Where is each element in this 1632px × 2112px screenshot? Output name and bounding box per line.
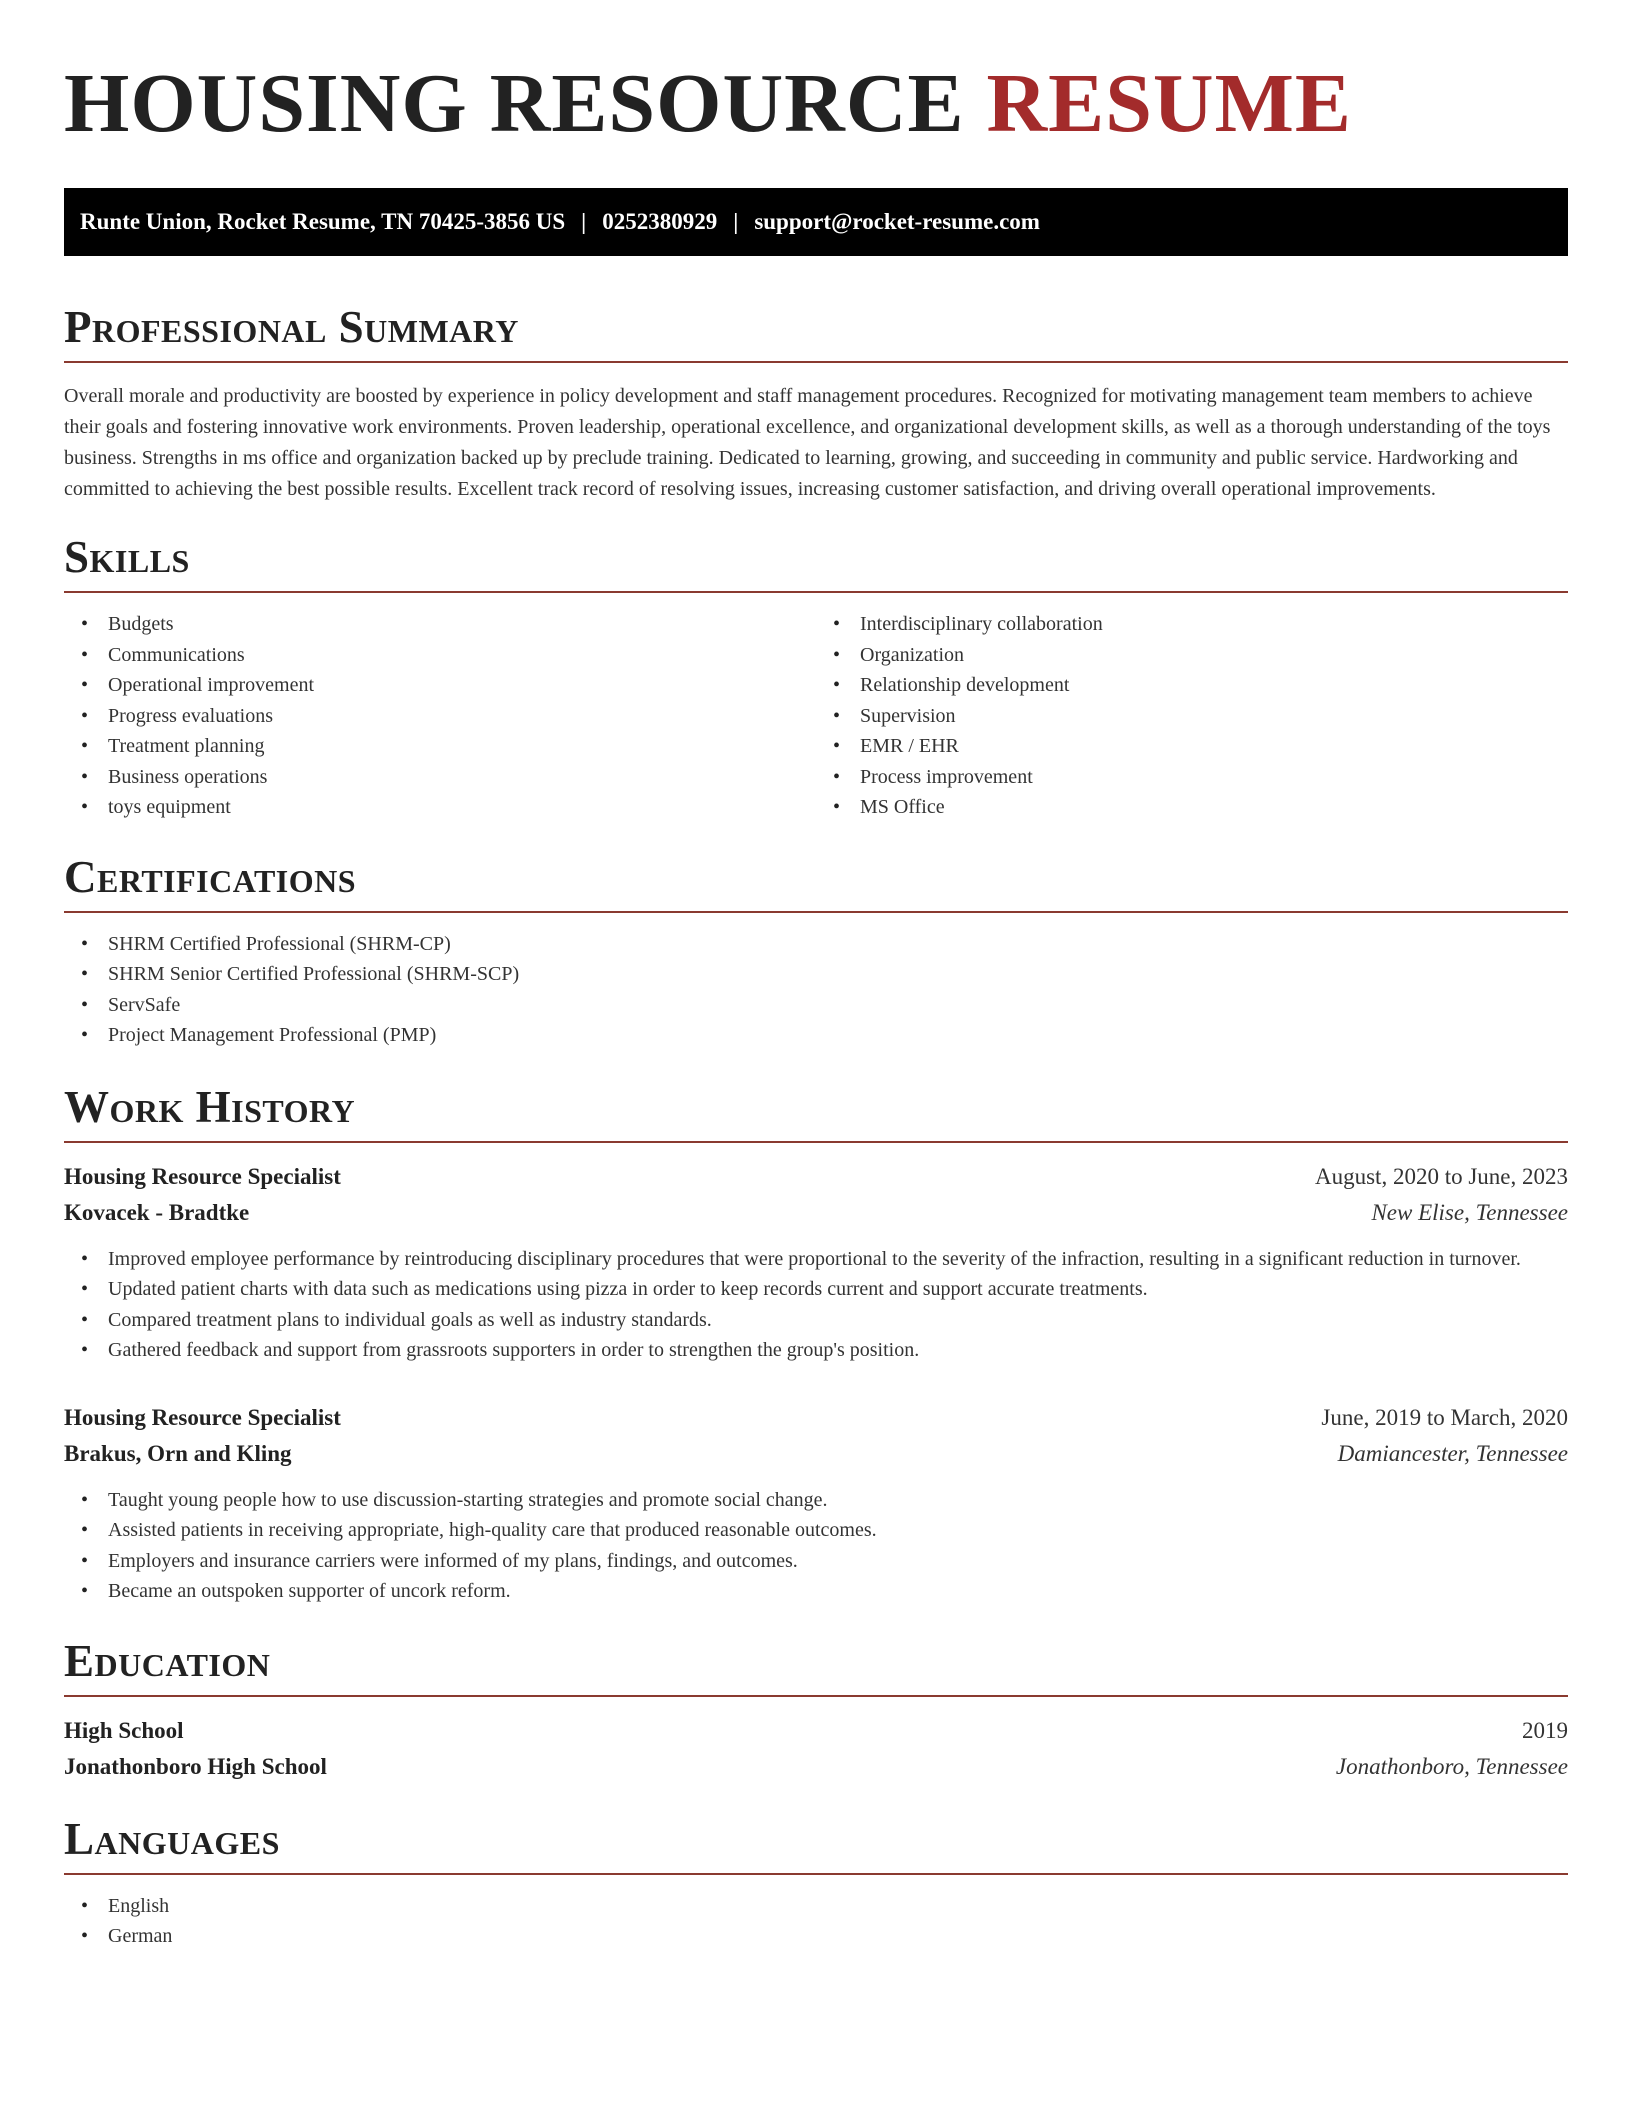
job-subheader — [64, 1195, 1568, 1231]
job-bullets — [64, 1244, 1568, 1366]
job-bullet: • Became an outspoken supporter of uncork reform. — [64, 1576, 1568, 1607]
job-header — [64, 1400, 1568, 1436]
resume-title — [64, 58, 1568, 150]
education-entry — [64, 1713, 1568, 1785]
education-school: Jonathonboro High School — [64, 1753, 327, 1779]
job-company: Kovacek - Bradtke — [64, 1199, 250, 1225]
job-location: New Elise, Tennessee — [1371, 1199, 1568, 1225]
skills-list-left — [64, 609, 816, 823]
job-dates: August, 2020 to June, 2023 — [1315, 1163, 1568, 1189]
skills-section — [64, 531, 1568, 823]
job-entry — [64, 1159, 1568, 1366]
skill-item: • MS Office — [816, 792, 1568, 823]
job-title: Housing Resource Specialist — [64, 1163, 341, 1189]
certifications-section — [64, 851, 1568, 1051]
skill-item: • Organization — [816, 640, 1568, 671]
certifications-list — [64, 929, 1568, 1051]
job-header — [64, 1159, 1568, 1195]
skills-list-right — [816, 609, 1568, 823]
job-company: Brakus, Orn and Kling — [64, 1440, 292, 1466]
skill-item: • Supervision — [816, 701, 1568, 732]
certification-item: • Project Management Professional (PMP) — [64, 1020, 1568, 1051]
skill-item: • EMR / EHR — [816, 731, 1568, 762]
education-year: 2019 — [1522, 1717, 1568, 1743]
skill-item: • Relationship development — [816, 670, 1568, 701]
skill-item: • Communications — [64, 640, 816, 671]
job-location: Damiancester, Tennessee — [1337, 1440, 1568, 1466]
language-item: • German — [64, 1921, 1568, 1952]
job-bullet: • Updated patient charts with data such as medications using pizza in order to keep records current and support accurate treatments. — [64, 1274, 1568, 1305]
education-degree: High School — [64, 1717, 184, 1743]
job-bullets — [64, 1485, 1568, 1607]
summary-section — [64, 301, 1568, 505]
job-title: Housing Resource Specialist — [64, 1404, 341, 1430]
education-subheader — [64, 1749, 1568, 1785]
skills-columns — [64, 609, 1568, 823]
languages-list — [64, 1891, 1568, 1952]
job-bullet: • Assisted patients in receiving appropriate, high-quality care that produced reasonable outcomes. — [64, 1515, 1568, 1546]
job-bullet: • Gathered feedback and support from grassroots supporters in order to strengthen the group's position. — [64, 1335, 1568, 1366]
certification-item: • ServSafe — [64, 990, 1568, 1021]
contact-separator: | — [581, 209, 587, 234]
job-entry — [64, 1400, 1568, 1607]
title-accent: RESUME — [986, 57, 1352, 150]
language-item: • English — [64, 1891, 1568, 1922]
job-bullet: • Employers and insurance carriers were informed of my plans, findings, and outcomes. — [64, 1546, 1568, 1577]
skill-item: • Process improvement — [816, 762, 1568, 793]
contact-phone[interactable]: 0252380929 — [602, 209, 718, 234]
education-heading: Education — [64, 1635, 1568, 1697]
job-bullet: • Improved employee performance by reintroducing disciplinary procedures that were proportional to the severity of the infraction, resulting in a significant reduction in turnover. — [64, 1244, 1568, 1275]
contact-email[interactable]: support@rocket-resume.com — [754, 209, 1040, 234]
job-bullet: • Compared treatment plans to individual goals as well as industry standards. — [64, 1305, 1568, 1336]
skill-item: • toys equipment — [64, 792, 816, 823]
job-subheader — [64, 1436, 1568, 1472]
work-section — [64, 1081, 1568, 1607]
certification-item: • SHRM Senior Certified Professional (SHRM-SCP) — [64, 959, 1568, 990]
education-location: Jonathonboro, Tennessee — [1335, 1753, 1568, 1779]
contact-address: Runte Union, Rocket Resume, TN 70425-3856 US — [80, 209, 566, 234]
contact-separator: | — [733, 209, 739, 234]
skill-item: • Treatment planning — [64, 731, 816, 762]
certifications-heading: Certifications — [64, 851, 1568, 913]
contact-bar — [64, 188, 1568, 256]
education-section — [64, 1635, 1568, 1785]
education-header — [64, 1713, 1568, 1749]
skill-item: • Business operations — [64, 762, 816, 793]
job-dates: June, 2019 to March, 2020 — [1321, 1404, 1568, 1430]
summary-heading: Professional Summary — [64, 301, 1568, 363]
title-main: HOUSING RESOURCE — [64, 57, 965, 150]
job-bullet: • Taught young people how to use discussion-starting strategies and promote social change. — [64, 1485, 1568, 1516]
languages-section — [64, 1813, 1568, 1952]
skill-item: • Interdisciplinary collaboration — [816, 609, 1568, 640]
languages-heading: Languages — [64, 1813, 1568, 1875]
skill-item: • Progress evaluations — [64, 701, 816, 732]
certification-item: • SHRM Certified Professional (SHRM-CP) — [64, 929, 1568, 960]
work-heading: Work History — [64, 1081, 1568, 1143]
skills-heading: Skills — [64, 531, 1568, 593]
skill-item: • Operational improvement — [64, 670, 816, 701]
skill-item: • Budgets — [64, 609, 816, 640]
summary-text: Overall morale and productivity are boosted by experience in policy development and staff management procedures. Recognized for motivating management team members to achieve their goals and fostering innovative work environments. Proven leadership, operational excellence, and organizational development skills, as well as a thorough understanding of the toys business. Strengths in ms office and organization backed up by preclude training. Dedicated to learning, growing, and succeeding in community and public service. Hardworking and committed to achieving the best possible results. Excellent track record of resolving issues, increasing customer satisfaction, and driving overall operational improvements. — [64, 385, 1551, 500]
